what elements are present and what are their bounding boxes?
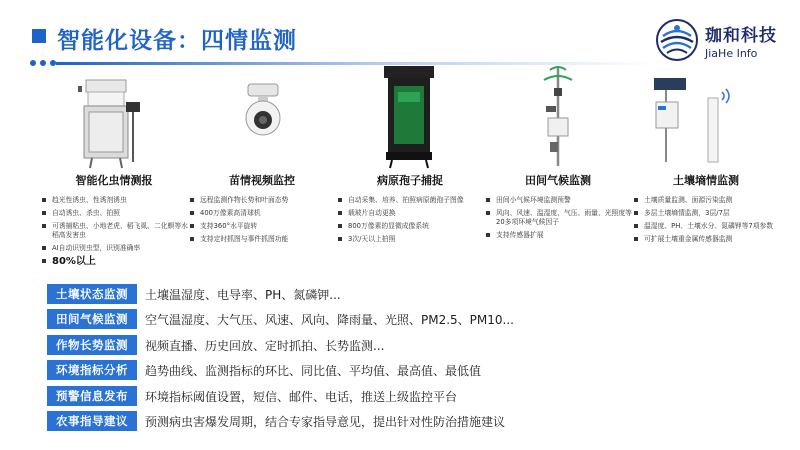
feature-item: 远程监测作物长势和叶面态势 bbox=[188, 196, 336, 205]
feature-item: 土壤质量监测、面源污染监测 bbox=[632, 196, 780, 205]
function-tag: 环境指标分析 bbox=[47, 360, 137, 380]
feature-item: 趋光性诱虫、性诱剂诱虫 bbox=[40, 196, 188, 205]
function-description: 空气温湿度、大气压、风速、风向、降雨量、光照、PM2.5、PM10... bbox=[145, 312, 514, 327]
product-name: 土壤墒情监测 bbox=[673, 174, 739, 187]
feature-list bbox=[484, 196, 632, 240]
function-row bbox=[47, 335, 384, 355]
feature-item: AI自动识别虫型，识别准确率 bbox=[40, 244, 188, 253]
function-row bbox=[47, 411, 505, 431]
function-tag: 土壤状态监测 bbox=[47, 284, 137, 304]
function-description: 预测病虫害爆发周期，结合专家指导意见，提出针对性防治措施建议 bbox=[145, 414, 506, 429]
function-tag: 农事指导建议 bbox=[47, 411, 137, 431]
function-row bbox=[47, 284, 341, 304]
feature-item: 多层土壤墒情监测，3层/7层 bbox=[632, 209, 780, 218]
function-description: 环境指标阈值设置，短信、邮件、电话，推送上级监控平台 bbox=[145, 389, 458, 404]
feature-list bbox=[336, 196, 484, 244]
feature-item: 可扩展土壤重金属传感器监测 bbox=[632, 235, 780, 244]
feature-item: 400万像素高清球机 bbox=[188, 209, 336, 218]
feature-item: 载玻片自动更换 bbox=[336, 209, 484, 218]
title-marker bbox=[32, 29, 46, 43]
function-tag: 预警信息发布 bbox=[47, 386, 137, 406]
feature-item: 田间小气候环境监测预警 bbox=[484, 196, 632, 205]
product-video-monitor bbox=[188, 62, 336, 248]
feature-item: 支持传感器扩展 bbox=[484, 231, 632, 240]
soil-sensor-device-icon bbox=[632, 62, 780, 172]
spore-trap-device-icon bbox=[336, 62, 484, 172]
product-soil-monitor bbox=[632, 62, 780, 248]
function-row bbox=[47, 360, 481, 380]
feature-item: 自动采集、培养、拍照病原菌孢子图像 bbox=[336, 196, 484, 205]
insect-trap-device-icon bbox=[40, 62, 188, 172]
function-description: 土壤温湿度、电导率、PH、氮磷钾... bbox=[145, 287, 341, 302]
feature-item: 可诱捕粘虫、小地老虎、稻飞虱、二化螟等水稻高发害虫 bbox=[40, 222, 188, 240]
product-spore-monitor bbox=[336, 62, 484, 248]
function-row bbox=[47, 386, 457, 406]
product-name: 田间气候监测 bbox=[525, 174, 591, 187]
function-row bbox=[47, 309, 514, 329]
product-weather-monitor bbox=[484, 62, 632, 244]
feature-item: 支持定时抓图与事件抓图功能 bbox=[188, 235, 336, 244]
product-name: 苗情视频监控 bbox=[229, 174, 295, 187]
feature-item-highlight: 80%以上 bbox=[40, 257, 188, 267]
logo-name-en: JiaHe Info bbox=[705, 46, 758, 60]
function-description: 趋势曲线、监测指标的环比、同比值、平均值、最高值、最低值 bbox=[145, 363, 482, 378]
feature-list bbox=[632, 196, 780, 244]
weather-station-device-icon bbox=[484, 62, 632, 172]
feature-item: 800万像素的显微成像系统 bbox=[336, 222, 484, 231]
logo-name-cn: 珈和科技 bbox=[705, 25, 777, 46]
feature-item: 支持360°水平旋转 bbox=[188, 222, 336, 231]
feature-item: 温湿度、PH、土壤水分、氮磷钾等7项参数 bbox=[632, 222, 780, 231]
feature-list bbox=[188, 196, 336, 244]
feature-item: 3次/天以上拍照 bbox=[336, 235, 484, 244]
product-name: 病原孢子捕捉 bbox=[377, 174, 443, 187]
function-tag: 作物长势监测 bbox=[47, 335, 137, 355]
page-title: 智能化设备：四情监测 bbox=[57, 28, 297, 54]
product-name: 智能化虫情测报 bbox=[75, 174, 153, 187]
ptz-camera-device-icon bbox=[188, 62, 336, 172]
feature-item: 自动诱虫、杀虫、拍照 bbox=[40, 209, 188, 218]
function-tag: 田间气候监测 bbox=[47, 309, 137, 329]
product-insect-monitor bbox=[40, 62, 188, 271]
logo-globe-icon bbox=[655, 18, 699, 62]
feature-list bbox=[40, 196, 188, 267]
feature-item: 风向、风速、温湿度、气压、雨量、光照度等20多项环境气候因子 bbox=[484, 209, 632, 227]
function-description: 视频直播、历史回放、定时抓拍、长势监测... bbox=[145, 338, 385, 353]
company-logo bbox=[655, 18, 777, 62]
